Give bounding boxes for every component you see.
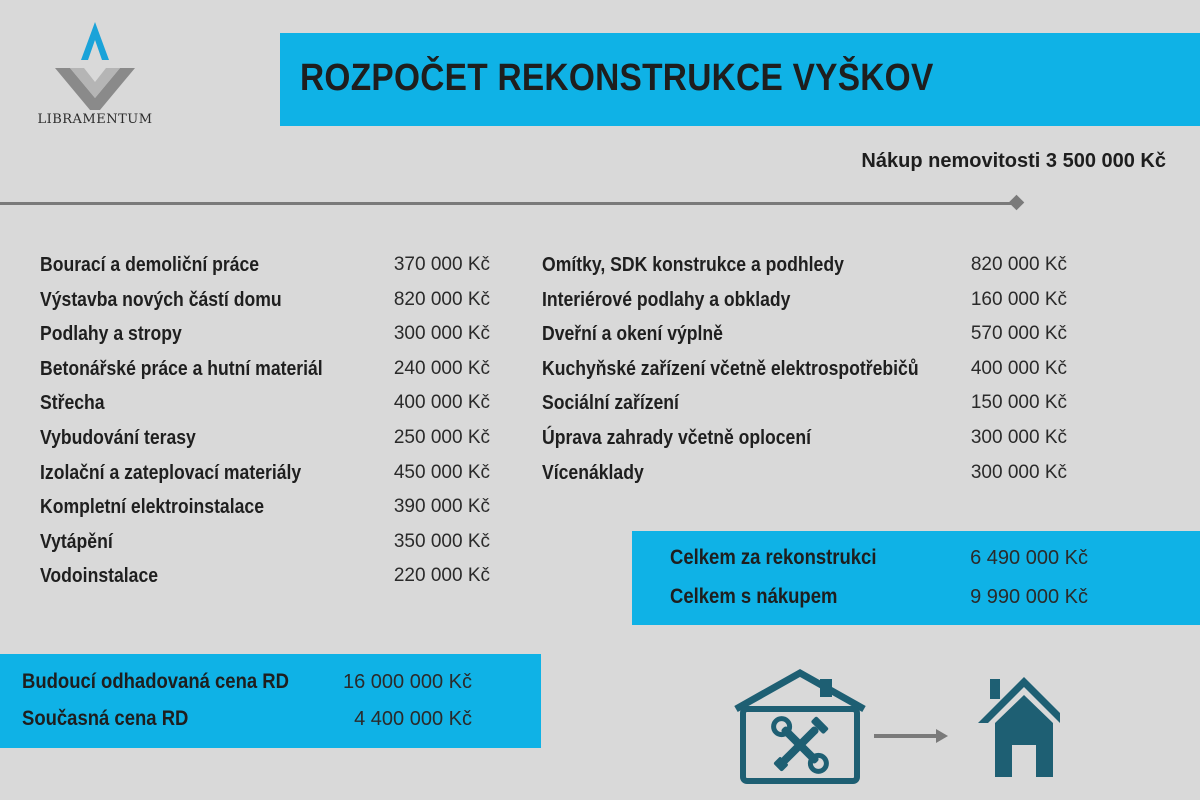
cost-label: Vybudování terasy: [40, 426, 196, 449]
cost-label: Kompletní elektroinstalace: [40, 496, 264, 519]
future-price-panel: [0, 654, 541, 748]
cost-row: [542, 248, 1067, 283]
cost-list-right: [542, 248, 1067, 490]
renovation-illustration: [730, 665, 1060, 790]
cost-label: Omítky, SDK konstrukce a podhledy: [542, 254, 844, 276]
cost-value: 370 000 Kč: [393, 254, 490, 275]
cost-row: [542, 352, 1067, 387]
estimated-price-label: Budoucí odhadovaná cena RD: [22, 670, 289, 693]
cost-row: [40, 525, 490, 560]
total-with-purchase-row: [670, 579, 1088, 615]
divider-line: [0, 202, 1012, 205]
cost-row: [40, 283, 490, 318]
cost-value: 300 000 Kč: [970, 426, 1067, 448]
cost-value: 150 000 Kč: [970, 392, 1067, 414]
cost-row: [40, 421, 490, 456]
arrow-right-icon: [874, 729, 948, 743]
purchase-price: Nákup nemovitosti 3 500 000 Kč: [861, 150, 1166, 172]
cost-value: 160 000 Kč: [970, 288, 1067, 310]
brand-logo: [30, 20, 160, 130]
cost-label: Podlahy a stropy: [40, 323, 182, 346]
total-renovation-label: Celkem za rekonstrukci: [670, 546, 877, 569]
cost-value: 450 000 Kč: [393, 461, 490, 483]
logo-text: LIBRAMENTUM: [37, 112, 153, 127]
cost-row: [542, 456, 1067, 491]
cost-label: Sociální zařízení: [542, 392, 679, 415]
cost-value: 820 000 Kč: [970, 254, 1067, 275]
cost-row: [542, 283, 1067, 318]
cost-row: [40, 248, 490, 283]
cost-row: [40, 456, 490, 491]
page-title: ROZPOČET REKONSTRUKCE VYŠKOV: [300, 57, 934, 99]
cost-value: 400 000 Kč: [970, 357, 1067, 379]
title-banner: [280, 33, 1200, 126]
divider-diamond: [1009, 195, 1025, 211]
cost-label: Vodoinstalace: [40, 565, 159, 588]
estimated-price-row: [22, 664, 472, 700]
cost-value: 820 000 Kč: [393, 288, 490, 310]
logo-mark-icon: [50, 20, 140, 110]
cost-label: Úprava zahrady včetně oplocení: [542, 426, 811, 449]
total-renovation-value: 6 490 000 Kč: [970, 547, 1088, 569]
cost-list-left: [40, 248, 490, 594]
cost-value: 300 000 Kč: [970, 461, 1067, 483]
cost-label: Vytápění: [40, 530, 113, 553]
cost-label: Výstavba nových částí domu: [40, 288, 282, 311]
cost-label: Kuchyňské zařízení včetně elektrospotřebičů: [542, 357, 919, 380]
current-price-label: Současná cena RD: [22, 707, 189, 730]
cost-label: Bourací a demoliční práce: [40, 254, 260, 276]
cost-label: Vícenáklady: [542, 461, 644, 484]
cost-value: 400 000 Kč: [393, 392, 490, 414]
cost-value: 390 000 Kč: [393, 496, 490, 518]
cost-label: Dveřní a okení výplně: [542, 323, 723, 346]
total-with-purchase-label: Celkem s nákupem: [670, 585, 838, 608]
cost-value: 240 000 Kč: [393, 357, 490, 379]
cost-label: Izolační a zateplovací materiály: [40, 461, 302, 484]
totals-panel: [632, 531, 1200, 625]
total-renovation-row: [670, 540, 1088, 576]
cost-value: 300 000 Kč: [393, 323, 490, 345]
cost-row: [40, 490, 490, 525]
cost-label: Betonářské práce a hutní materiál: [40, 357, 323, 380]
cost-value: 350 000 Kč: [393, 530, 490, 552]
total-with-purchase-value: 9 990 000 Kč: [970, 586, 1088, 608]
cost-value: 570 000 Kč: [970, 323, 1067, 345]
house-repair-icon: [736, 673, 864, 781]
cost-value: 220 000 Kč: [393, 565, 490, 587]
cost-row: [40, 386, 490, 421]
house-icon: [978, 677, 1060, 777]
estimated-price-value: 16 000 000 Kč: [343, 671, 472, 693]
cost-row: [542, 421, 1067, 456]
cost-row: [542, 317, 1067, 352]
current-price-row: [22, 701, 472, 737]
cost-value: 250 000 Kč: [393, 426, 490, 448]
cost-row: [40, 317, 490, 352]
cost-row: [40, 352, 490, 387]
cost-label: Střecha: [40, 392, 105, 415]
cost-row: [542, 386, 1067, 421]
cost-row: [40, 559, 490, 594]
current-price-value: 4 400 000 Kč: [354, 708, 472, 730]
cost-label: Interiérové podlahy a obklady: [542, 288, 791, 311]
